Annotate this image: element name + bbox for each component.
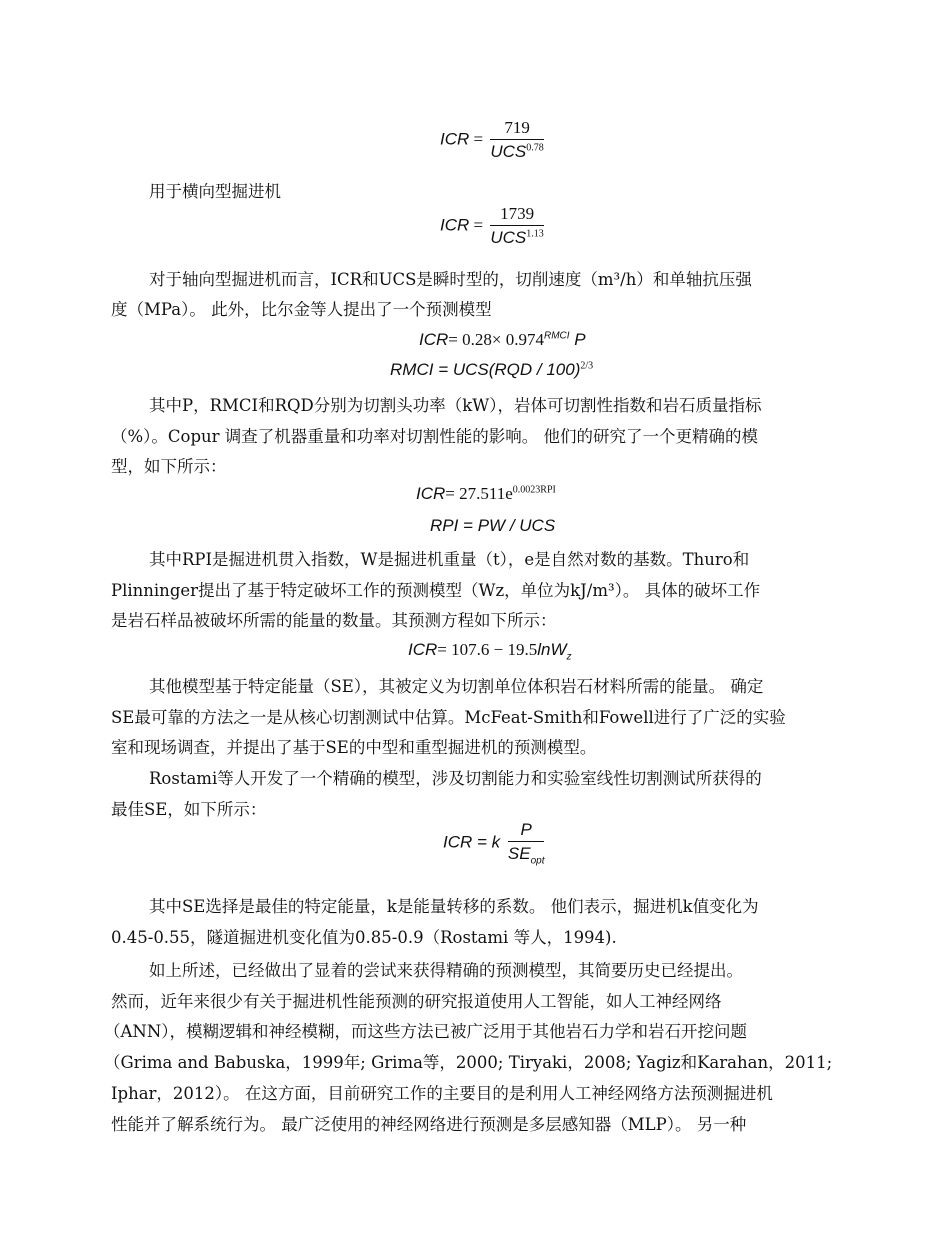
p3-line-2: Plinninger提出了基于特定破坏工作的预测模型（Wz，单位为kJ/m³）。 具体的破坏工作 (111, 581, 761, 600)
p6-line-1: 其中SE选择是最佳的特定能量，k是能量转移的系数。 他们表示，掘进机k值变化为 (149, 897, 759, 916)
p7-line-6: 性能并了解系统行为。 最广泛使用的神经网络进行预测是多层感知器（MLP）。 另一种 (111, 1115, 747, 1134)
eq1-fraction (490, 118, 543, 162)
p2-line-1: 其中P，RMCI和RQD分别为切割头功率（kW），岩体可切割性指数和岩石质量指标 (149, 396, 762, 415)
eq2-denominator (490, 226, 543, 248)
p3-line-1: 其中RPI是掘进机贯入指数，W是掘进机重量（t），e是自然对数的基数。Thuro和 (149, 550, 750, 569)
eq3-rhs: = 0.28× 0.974 (448, 330, 544, 349)
eq8-denominator (508, 842, 545, 866)
p1-line-1: 对于轴向型掘进机而言，ICR和UCS是瞬时型的，切削速度（m³/h）和单轴抗压强 (149, 270, 752, 289)
eq2-fraction (490, 204, 543, 248)
eq2-lhs: ICR (440, 215, 470, 235)
p6-line-2: 0.45-0.55，隧道掘进机变化值为0.85-0.9（Rostami 等人，1994). (111, 928, 617, 947)
p4-line-1: 其他模型基于特定能量（SE），其被定义为切割单位体积岩石材料所需的能量。 确定 (149, 677, 764, 696)
equation-icr-wz (408, 640, 572, 662)
p7-line-3: （ANN），模糊逻辑和神经模糊，而这些方法已被广泛用于其他岩石力学和岩石开挖问题 (104, 1022, 748, 1041)
p5-line-1: Rostami等人开发了一个精确的模型，涉及切割能力和实验室线性切割测试所获得的 (149, 769, 762, 788)
p4-line-3: 室和现场调查，并提出了基于SE的中型和重型掘进机的预测模型。 (111, 738, 597, 757)
equation-icr-transverse: ICR = $\frac{1739}{UCS^{1.13}}$ (440, 204, 544, 247)
eq7-sub: z (566, 651, 572, 663)
p7-line-5: Iphar，2012）。 在这方面，目前研究工作的主要目的是利用人工神经网络方法预测掘进机 (111, 1084, 773, 1103)
eq3-exp: RMCI (543, 330, 570, 342)
p5-line-2: 最佳SE，如下所示： (111, 800, 267, 819)
eq2-den-base: UCS (490, 228, 527, 247)
eq4-rhs: = UCS(RQD / 100) (438, 360, 581, 379)
eq4-lhs: RMCI (390, 360, 434, 379)
p1-line-2: 度（MPa）。 此外，比尔金等人提出了一个预测模型 (111, 300, 492, 319)
equation-rpi: RPI = PW / UCS (430, 516, 556, 535)
eq3-tail: P (569, 330, 586, 349)
eq2-den-exp: 1.13 (526, 228, 544, 240)
equation-rmci (390, 360, 593, 380)
eq7-tail: lnW (537, 640, 567, 659)
equation-icr-rmci (419, 330, 586, 350)
eq7-rhs: = 107.6 − 19.5 (437, 640, 538, 659)
eq3-lhs: ICR (419, 330, 449, 349)
p7-line-2: 然而，近年来很少有关于掘进机性能预测的研究报道使用人工智能，如人工神经网络 (111, 992, 722, 1011)
eq2-numerator: 1739 (490, 204, 543, 226)
p2-line-3: 型，如下所示： (111, 457, 227, 476)
eq8-lhs: ICR = k (443, 832, 501, 852)
p7-line-1: 如上所述，已经做出了显着的尝试来获得精确的预测模型，其简要历史已经提出。 (149, 961, 743, 980)
eq8-den-base: SE (507, 844, 531, 863)
eq8-numerator: P (508, 820, 545, 842)
eq1-denominator (490, 140, 543, 162)
eq5-lhs: ICR (416, 484, 446, 503)
p4-line-2: SE最可靠的方法之一是从核心切割测试中估算。McFeat-Smith和Fowell进行了广泛的实验 (111, 708, 786, 727)
eq8-den-sub: opt (530, 855, 545, 867)
eq5-rhs: = 27.511e (445, 484, 513, 503)
p3-line-3: 是岩石样品被破坏所需的能量的数量。其预测方程如下所示： (111, 611, 557, 630)
eq5-exp: 0.0023RPI (512, 484, 556, 496)
eq8-fraction (508, 820, 545, 866)
eq7-lhs: ICR (408, 640, 438, 659)
eq1-den-exp: 0.78 (526, 142, 544, 154)
eq1-lhs: ICR (440, 129, 470, 149)
eq1-numerator: 719 (490, 118, 543, 140)
p7-line-4: （Grima and Babuska，1999年; Grima等，2000; Tiryaki，2008; Yagiz和Karahan，2011; (104, 1053, 833, 1072)
equation-icr-se (443, 820, 544, 866)
eq4-exp: 2/3 (580, 360, 594, 372)
eq1-den-base: UCS (490, 142, 527, 161)
p2-line-2: （%）。Copur 调查了机器重量和功率对切割性能的影响。 他们的研究了一个更精确的模 (111, 427, 759, 446)
equation-icr-rpi (416, 484, 556, 504)
equation-icr-axial: ICR = $\frac{719}{UCS^{0.78}}$ (440, 118, 544, 161)
label-transverse: 用于横向型掘进机 (149, 182, 281, 201)
